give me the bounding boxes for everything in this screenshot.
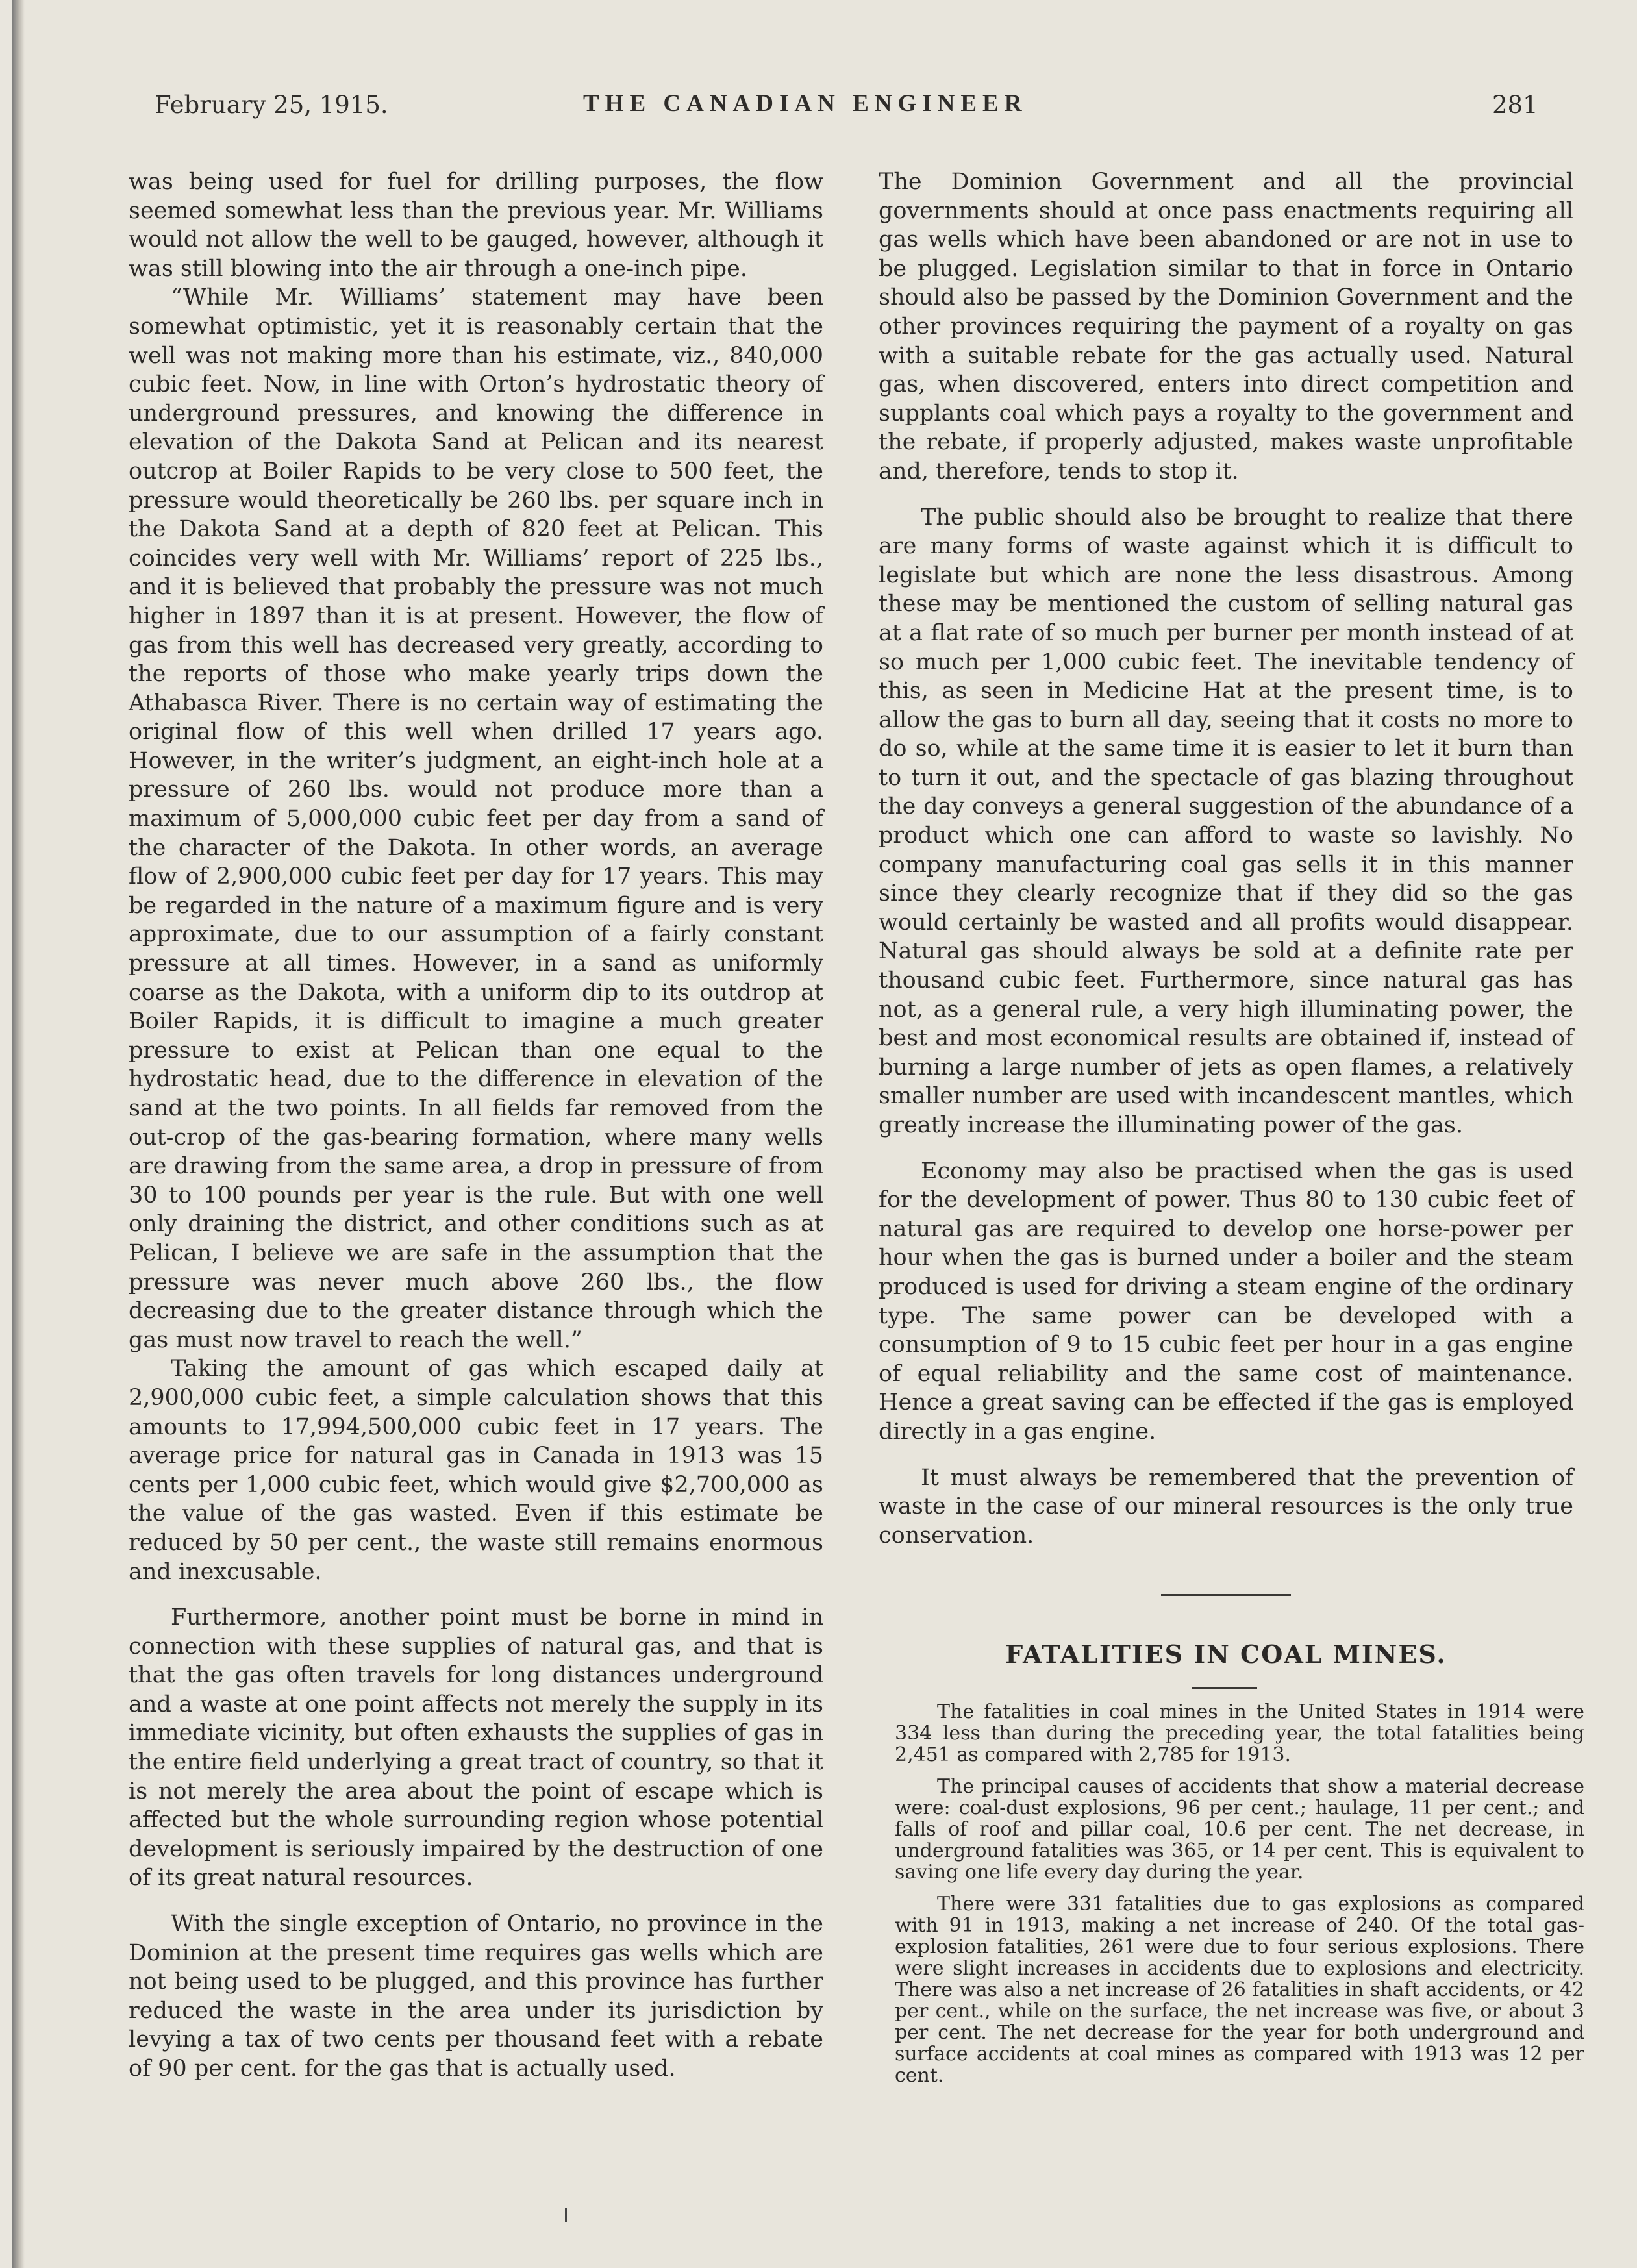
heading-underline [1192,1687,1257,1689]
left-paragraph-1: was being used for fuel for drilling purposes, the flow seemed somewhat less than the previous year. Mr. Williams would not allow the well to be gauged, however, although it was still blowing into the air through a one-inch pipe. [129,169,823,282]
binding-shadow [12,0,25,2268]
left-paragraph-4: Furthermore, another point must be borne in mind in connection with these supplies of natural gas, and that is that the gas often travels for long distances underground and a waste at one point affects not merely the supply in its immediate vicinity, but often exhausts the supplies of gas in the entire field underlying a great tract of country, so that it is not merely the area about the point of escape which is affected but the whole surrounding region whose potential development is seriously impaired by the destruction of one of its great natural resources. [129,1604,823,1891]
journal-title: THE CANADIAN ENGINEER [583,90,1028,117]
left-paragraph-3: Taking the amount of gas which escaped daily at 2,900,000 cubic feet, a simple calculation shows that this amounts to 17,994,500,000 cubic feet in 17 years. The average price for natural gas in Canada in 1913 was 15 cents per 1,000 cubic feet, which would give $2,700,000 as the value of the gas wasted. Even if this estimate be reduced by 50 per cent., the waste still remains enormous and inexcusable. [129,1356,823,1585]
page-number: 281 [1492,91,1538,119]
right-column [879,168,1573,1550]
article-paragraph-2: The principal causes of accidents that show a material decrease were: coal-dust explosions, 96 per cent.; haulage, 11 per cent.; and falls of roof and pillar coal, 10.6 per cent. The net decrease, in underground fatalities was 365, or 14 per cent. This is equivalent to saving one life every day during the year. [895,1775,1584,1884]
right-paragraph-1: The Dominion Government and all the provincial governments should at once pass enactments requiring all gas wells which have been abandoned or are not in use to be plugged. Legislation similar to that in force in Ontario should also be passed by the Dominion Government and the other provinces requiring the payment of a royalty on gas with a suitable rebate for the gas actually used. Natural gas, when discovered, enters into direct competition and supplants coal which pays a royalty to the government and the rebate, if properly adjusted, makes waste unprofitable and, therefore, tends to stop it. [879,169,1573,484]
running-header [12,83,1637,122]
issue-date: February 25, 1915. [155,91,388,119]
article-heading: FATALITIES IN COAL MINES. [1005,1639,1447,1669]
section-divider [1161,1594,1291,1596]
right-paragraph-3: Economy may also be practised when the gas is used for the development of power. Thus 80 to 130 cubic feet of natural gas are required to develop one horse-power per hour when the gas is burned under a boiler and the steam produced is used for driving a steam engine of the ordinary type. The same power can be developed with a consumption of 9 to 15 cubic feet per hour in a gas engine of equal reliability and the same cost of maintenance. Hence a great saving can be effected if the gas is employed directly in a gas engine. [879,1158,1573,1445]
right-paragraph-2: The public should also be brought to realize that there are many forms of waste against which it is difficult to legislate but which are none the less disastrous. Among these may be mentioned the custom of selling natural gas at a flat rate of so much per burner per month instead of at so much per 1,000 cubic feet. The inevitable tendency of this, as seen in Medicine Hat at the present time, is to allow the gas to burn all day, seeing that it costs no more to do so, while at the same time it is easier to let it burn than to turn it out, and the spectacle of gas blazing throughout the day conveys a general suggestion of the abundance of a product which one can afford to waste so lavishly. No company manufacturing coal gas sells it in this manner since they clearly recognize that if they did so the gas would certainly be wasted and all profits would disappear. Natural gas should always be sold at a definite rate per thousand cubic feet. Furthermore, since natural gas has not, as a general rule, a very high illuminating power, the best and most economical results are obtained if, instead of burning a large number of jets as open flames, a relatively smaller number are used with incandescent mantles, which greatly increase the illuminating power of the gas. [879,504,1573,1138]
print-mark [565,2208,567,2222]
left-paragraph-5: With the single exception of Ontario, no province in the Dominion at the present time requires gas wells which are not being used to be plugged, and this province has further reduced the waste in the area under its jurisdiction by levying a tax of two cents per thousand feet with a rebate of 90 per cent. for the gas that is actually used. [129,1911,823,2082]
article-paragraph-1: The fatalities in coal mines in the United States in 1914 were 334 less than during the preceding year, the total fatalities being 2,451 as compared with 2,785 for 1913. [895,1701,1584,1766]
magazine-page [12,0,1637,2268]
article-paragraph-3: There were 331 fatalities due to gas explosions as compared with 91 in 1913, making a net increase of 240. Of the total gas-explosion fatalities, 261 were due to four serious explosions. There were slight increases in accidents due to explosions and electricity. There was also a net increase of 26 fatalities in shaft accidents, or 42 per cent., while on the surface, the net increase was five, or about 3 per cent. The net decrease for the year for both underground and surface accidents at coal mines as compared with 1913 was 12 per cent. [895,1893,1584,2087]
left-column [129,168,823,2084]
right-paragraph-4: It must always be remembered that the prevention of waste in the case of our mineral resources is the only true conservation. [879,1464,1573,1549]
left-paragraph-2: “While Mr. Williams’ statement may have been somewhat optimistic, yet it is reasonably certain that the well was not making more than his estimate, viz., 840,000 cubic feet. Now, in line with Orton’s hydrostatic theory of underground pressures, and knowing the difference in elevation of the Dakota Sand at Pelican and its nearest outcrop at Boiler Rapids to be very close to 500 feet, the pressure would theoretically be 260 lbs. per square inch in the Dakota Sand at a depth of 820 feet at Pelican. This coincides very well with Mr. Williams’ report of 225 lbs., and it is believed that probably the pressure was not much higher in 1897 than it is at present. However, the flow of gas from this well has decreased very greatly, according to the reports of those who make yearly trips down the Athabasca River. There is no certain way of estimating the original flow of this well when drilled 17 years ago. However, in the writer’s judgment, an eight-inch hole at a pressure of 260 lbs. would not produce more than a maximum of 5,000,000 cubic feet per day from a sand of the character of the Dakota. In other words, an average flow of 2,900,000 cubic feet per day for 17 years. This may be regarded in the nature of a maximum figure and is very approximate, due to our assumption of a fairly constant pressure at all times. However, in a sand as uniformly coarse as the Dakota, with a uniform dip to its outdrop at Boiler Rapids, it is difficult to imagine a much greater pressure to exist at Pelican than one equal to the hydrostatic head, due to the difference in elevation of the sand at the two points. In all fields far removed from the out-crop of the gas-bearing formation, where many wells are drawing from the same area, a drop in pressure of from 30 to 100 pounds per year is the rule. But with one well only draining the district, and other conditions such as at Pelican, I believe we are safe in the assumption that the pressure was never much above 260 lbs., the flow decreasing due to the greater distance through which the gas must now travel to reach the well.” [129,284,823,1353]
fatalities-article [895,1701,1584,2086]
